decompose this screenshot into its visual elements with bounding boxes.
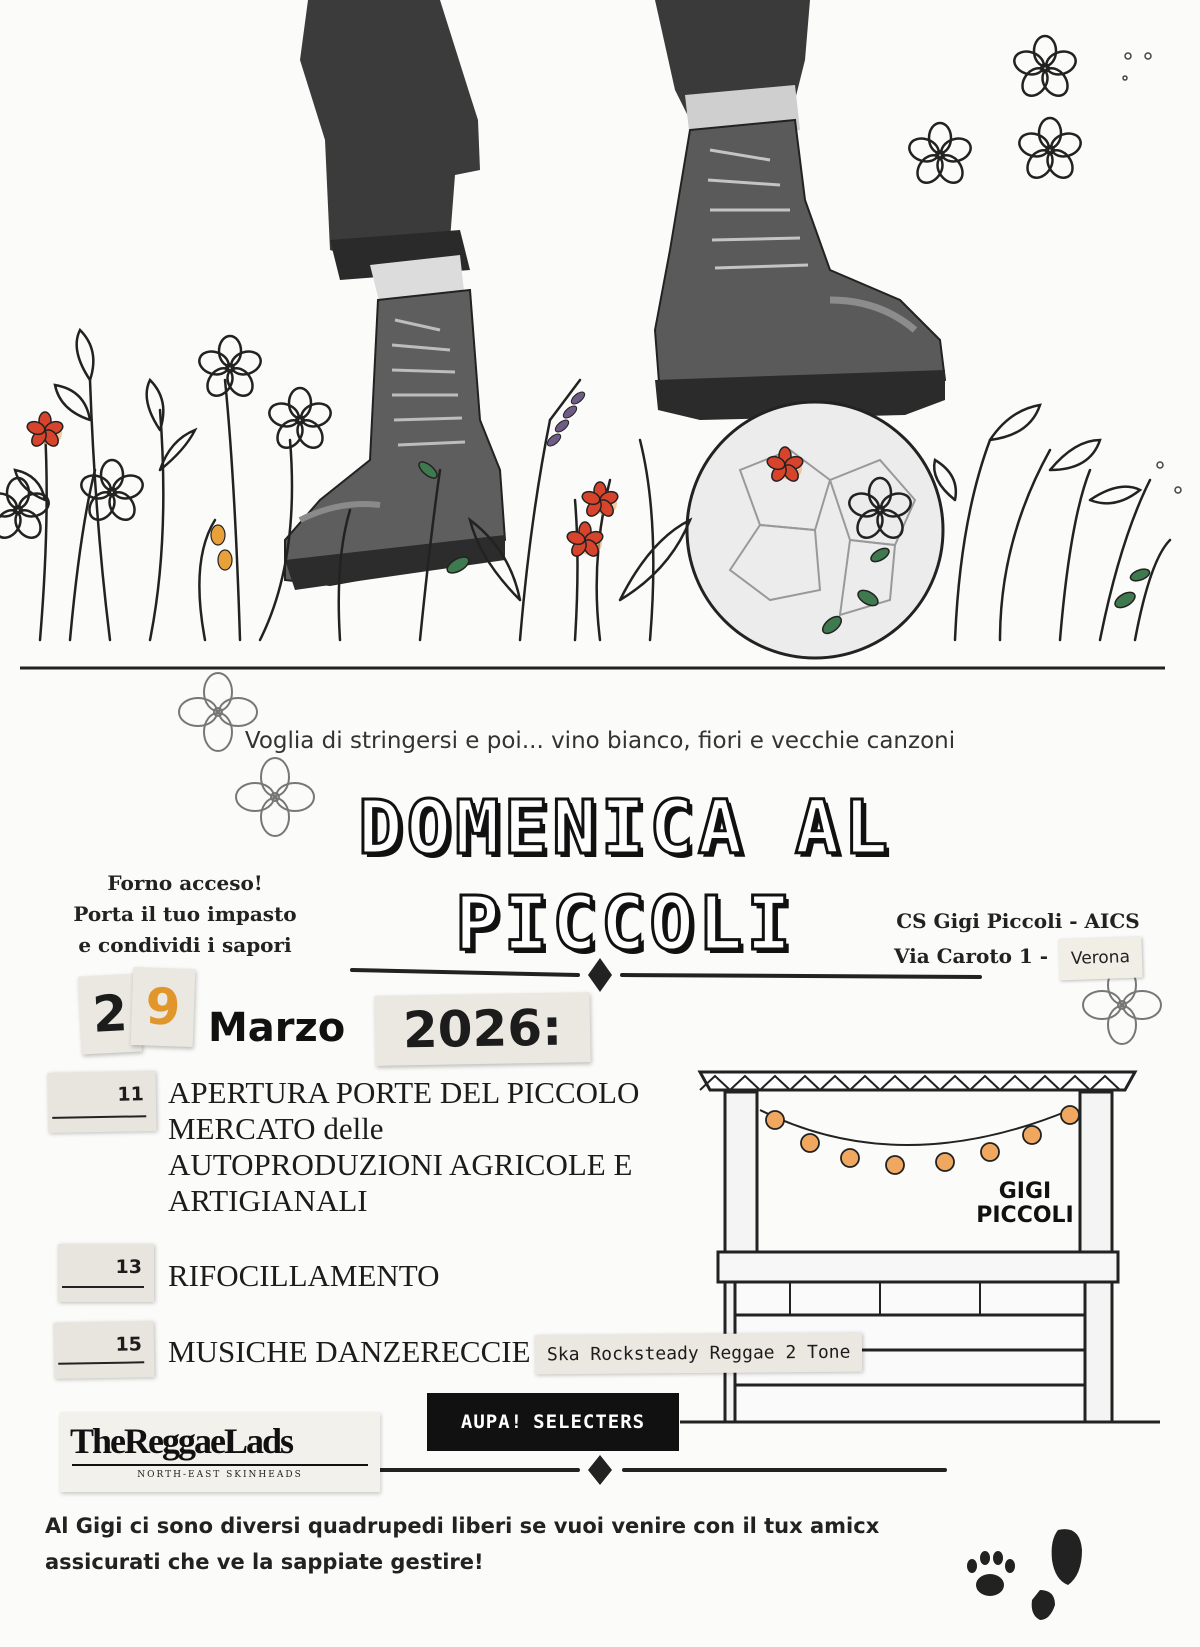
date-month: Marzo (208, 1005, 346, 1051)
band-logo-reggae-lads (60, 1412, 380, 1492)
tagline: Voglia di stringersi e poi... vino bianco, fiori e vecchie canzoni (244, 728, 956, 754)
band-reggae-lads-sub: NORTH-EAST SKINHEADS (137, 1470, 303, 1480)
program-text: AUTOPRODUZIONI AGRICOLE E (168, 1147, 633, 1182)
program-text: APERTURA PORTE DEL PICCOLO (168, 1075, 640, 1110)
program-text: ARTIGIANALI (168, 1183, 368, 1218)
date-year: 2026: (374, 992, 590, 1066)
venue-name: CS Gigi Piccoli - AICS (896, 909, 1140, 933)
footer-note (45, 1508, 1045, 1580)
footer-line-2: assicurati che ve la sappiate gestire! (45, 1550, 484, 1574)
stall-logo-line-2: PICCOLI (976, 1203, 1074, 1228)
forno-line-1: Forno acceso! (107, 871, 263, 895)
date-day-digit-1: 2 (78, 973, 142, 1054)
title-line-1: DOMENICA AL (357, 785, 893, 871)
page-title (300, 780, 950, 972)
date-day-digit-2: 9 (131, 967, 196, 1047)
venue-city: Verona (1058, 937, 1142, 981)
divider (72, 1464, 368, 1466)
meadow-illustration (15, 330, 1170, 640)
time-tag: 11 (47, 1071, 156, 1133)
program-item-music: MUSICHE DANZERECCIE (168, 1334, 531, 1369)
stall-logo (965, 1180, 1085, 1228)
band-logo-aupa-selecters (427, 1393, 679, 1451)
band-selecters-label: SELECTERS (533, 1411, 646, 1433)
stall-logo-line-1: GIGI (998, 1179, 1052, 1204)
program-item-market (168, 1075, 678, 1219)
band-reggae-lads-name: TheReggaeLads (70, 1421, 293, 1461)
venue-address (858, 905, 1178, 979)
venue-street: Via Caroto 1 - (893, 944, 1049, 968)
music-genres: Ska Rocksteady Reggae 2 Tone (535, 1333, 863, 1375)
program-item-food: RIFOCILLAMENTO (168, 1258, 440, 1293)
footer-line-1: Al Gigi ci sono diversi quadrupedi liberi se vuoi venire con il tux amicx (45, 1514, 880, 1538)
time-tag: 15 (54, 1321, 155, 1379)
time-tag: 13 (58, 1244, 154, 1302)
forno-note (40, 868, 330, 961)
flower-icon (196, 336, 263, 401)
program-text: MERCATO delle (168, 1111, 384, 1146)
flower-icon (26, 412, 65, 449)
forno-line-2: Porta il tuo impasto (73, 902, 297, 926)
band-aupa-label: AUPA! (460, 1411, 524, 1433)
title-line-2: PICCOLI (455, 881, 795, 967)
venue-street-line (858, 938, 1178, 979)
forno-line-3: e condividi i sapori (78, 933, 292, 957)
football-icon (687, 402, 943, 658)
